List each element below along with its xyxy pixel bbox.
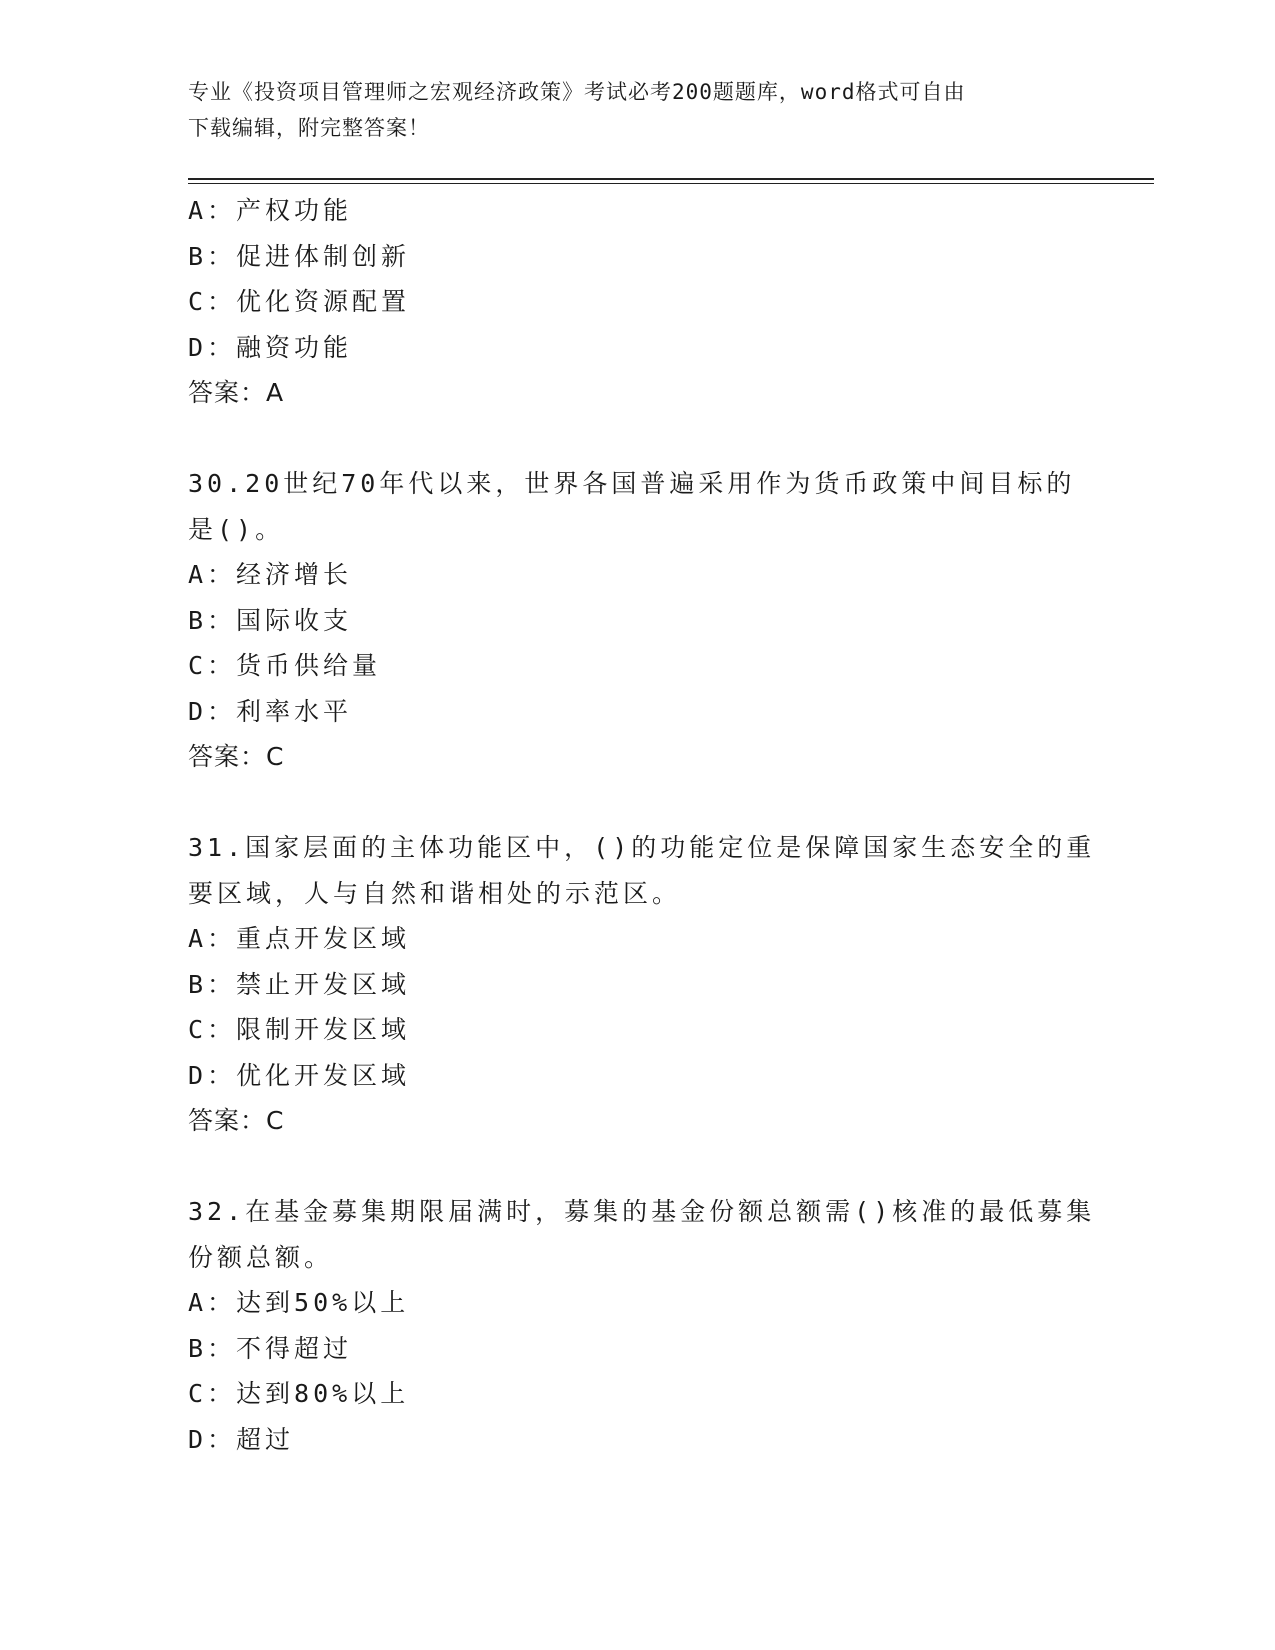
- header-line-2: 下载编辑，附完整答案！: [188, 116, 430, 140]
- spacer: [188, 1144, 1088, 1190]
- option-c: C：货币供给量: [188, 651, 382, 680]
- question-29-block: [188, 188, 1088, 416]
- header-divider-thick: [188, 178, 1154, 180]
- answer-line: 答案：A: [188, 378, 285, 407]
- answer-line: 答案：C: [188, 742, 285, 771]
- option-a: A：经济增长: [188, 560, 353, 589]
- option-a: A：产权功能: [188, 196, 353, 225]
- option-d: D：超过: [188, 1424, 295, 1454]
- option-b: B：国际收支: [188, 605, 353, 635]
- header-line-1: 专业《投资项目管理师之宏观经济政策》考试必考200题题库，word格式可自由: [188, 80, 966, 104]
- question-stem-line-2: 是()。: [188, 514, 285, 544]
- option-d: D：利率水平: [188, 696, 353, 726]
- option-c: C：优化资源配置: [188, 287, 411, 316]
- document-header: [188, 74, 1088, 146]
- question-list: [188, 188, 1096, 1462]
- option-b: B：不得超过: [188, 1333, 353, 1363]
- question-30-block: [188, 461, 1088, 780]
- answer-line: 答案：C: [188, 1106, 285, 1135]
- question-32-block: [188, 1189, 1096, 1462]
- option-c: C：达到80%以上: [188, 1379, 410, 1408]
- question-stem-line-1: 31.国家层面的主体功能区中，()的功能定位是保障国家生态安全的重: [188, 833, 1096, 862]
- question-stem-line-2: 要区域，人与自然和谐相处的示范区。: [188, 878, 682, 908]
- question-stem-line-2: 份额总额。: [188, 1242, 334, 1272]
- header-divider-thin: [188, 183, 1154, 184]
- option-a: A：重点开发区域: [188, 924, 411, 953]
- option-a: A：达到50%以上: [188, 1288, 410, 1317]
- question-stem-line-1: 32.在基金募集期限届满时，募集的基金份额总额需()核准的最低募集: [188, 1197, 1096, 1226]
- option-b: B：促进体制创新: [188, 241, 411, 271]
- question-31-block: [188, 825, 1096, 1144]
- spacer: [188, 780, 1088, 826]
- option-c: C：限制开发区域: [188, 1015, 411, 1044]
- option-b: B：禁止开发区域: [188, 969, 411, 999]
- option-d: D：优化开发区域: [188, 1060, 411, 1090]
- option-d: D：融资功能: [188, 332, 353, 362]
- spacer: [188, 416, 1088, 462]
- question-stem-line-1: 30.20世纪70年代以来，世界各国普遍采用作为货币政策中间目标的: [188, 469, 1076, 498]
